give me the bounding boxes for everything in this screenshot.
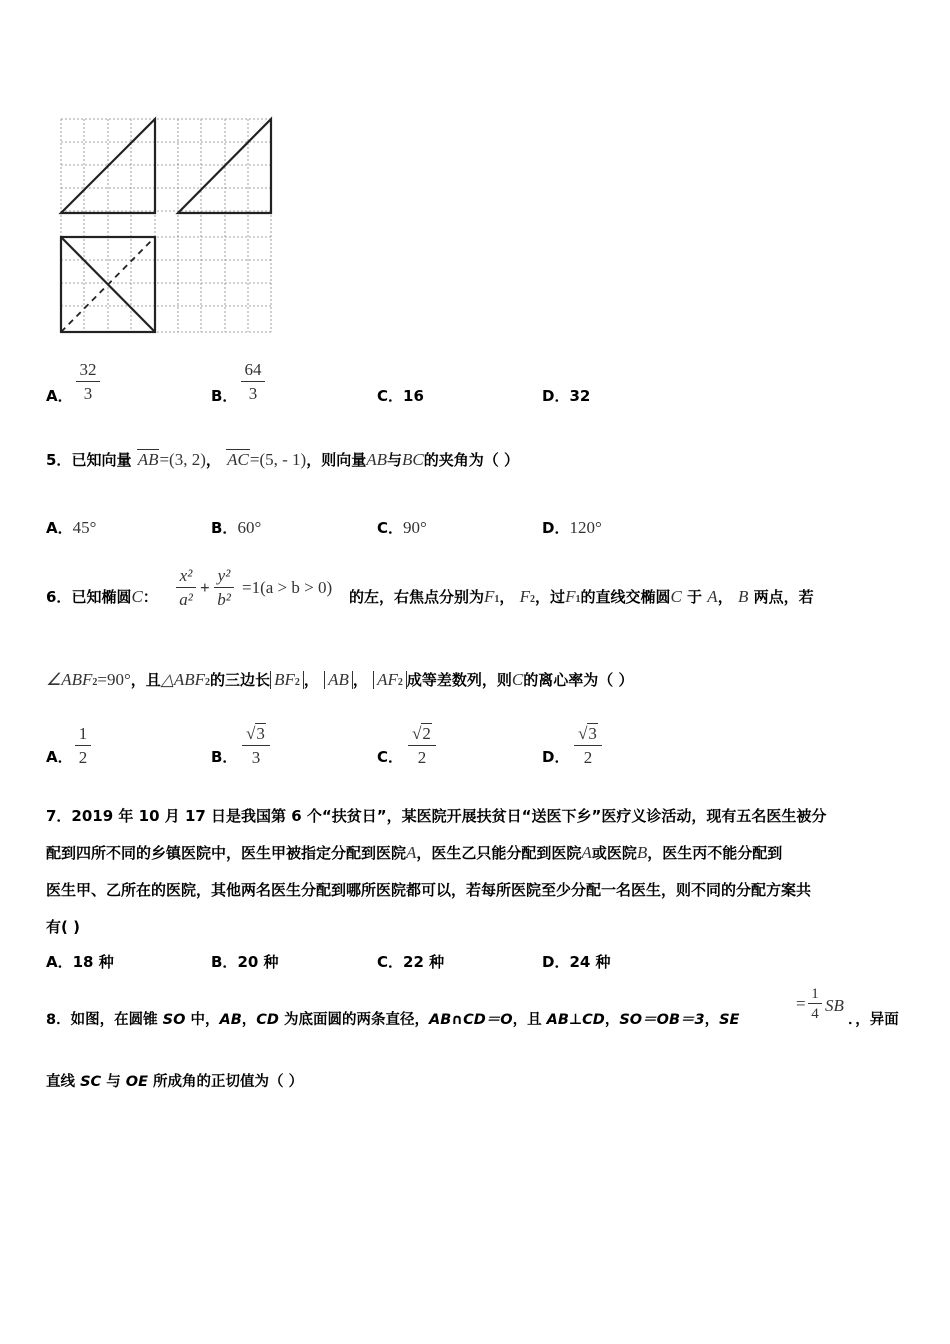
three-view-diagram [58, 116, 278, 338]
q6-option-c-label: C． [377, 748, 404, 766]
equals-sign: = [796, 994, 806, 1013]
q6-text-4: 的直线交椭圆 [580, 588, 671, 606]
q6-option-c-fraction [408, 724, 436, 768]
vector-ab-value: =(3, 2) [159, 450, 206, 469]
q5-option-d-label: D． [542, 519, 570, 537]
line-sc: SC [80, 1074, 102, 1090]
question-6-line-2 [46, 670, 634, 693]
q7-line2-part-d: ，医生丙不能分配到 [647, 844, 783, 862]
q5-option-d[interactable] [542, 505, 602, 538]
fraction-numerator: 1 [811, 986, 819, 1002]
question-6-line-1 [46, 587, 158, 607]
q5-text-2: ，则向量 [306, 451, 367, 469]
ellipse-c-ref-2: C [511, 670, 524, 689]
line-oe: OE [125, 1074, 148, 1090]
q7-option-d-label: D． [542, 953, 570, 971]
question-6-line-1-rest [242, 578, 332, 598]
q4-option-d-value: 32 [569, 387, 591, 405]
q7-option-c-label: C． [377, 953, 404, 971]
q6-sep-3: ， [303, 671, 319, 689]
ellipse-c: C [131, 587, 143, 606]
q6-text-2: 的左，右焦点分别为 [349, 588, 485, 606]
focus-f2: F [519, 587, 531, 606]
sqrt-sign: √ [578, 724, 588, 743]
ellipse-y-term [214, 566, 234, 610]
q7-line2-part-b: ，医生乙只能分配到医院 [416, 844, 582, 862]
fraction-numerator: 3 [588, 724, 597, 743]
q6-sep-4: ， [352, 671, 368, 689]
vector-ac-value: =(5, - 1) [249, 450, 307, 469]
q8-text-b: 中， [185, 1012, 220, 1028]
q6-text-9: 成等差数列，则 [406, 671, 512, 689]
fraction-numerator: 32 [79, 360, 97, 379]
question-7-line-2 [46, 843, 782, 863]
side-view-triangle [178, 119, 271, 213]
q8-comma-3: ， [704, 1012, 720, 1028]
fraction-denominator: 2 [417, 748, 427, 767]
b-squared: b² [217, 590, 231, 609]
q5-option-d-value: 120° [569, 518, 602, 537]
q7-option-b[interactable] [211, 951, 279, 972]
hospital-b: B [636, 843, 648, 862]
q7-option-a-label: A． [46, 953, 73, 971]
focus-f2-sub: 2 [530, 594, 536, 605]
fraction-numerator: 2 [422, 724, 431, 743]
fraction-denominator: 3 [83, 384, 93, 403]
question-8-line-2 [46, 1072, 303, 1092]
q6-option-a[interactable] [46, 746, 73, 767]
length-af2-sub: 2 [397, 677, 403, 688]
q6-text-7: ，且 [130, 671, 161, 689]
q6-sep-2: ， [717, 588, 733, 606]
question-5 [46, 450, 519, 470]
q6-option-b-fraction [242, 724, 270, 768]
q5-option-b[interactable] [211, 505, 261, 538]
q6-option-d[interactable] [542, 746, 569, 767]
q7-line2-part-a: 配到四所不同的乡镇医院中，医生甲被指定分配到医院 [46, 844, 407, 862]
diameter-cd: CD [256, 1012, 279, 1028]
vector-ac: AC [227, 450, 249, 469]
point-b: B [737, 587, 749, 606]
question-7-line-1: 7．2019 年 10 月 17 日是我国第 6 个“扶贫日”，某医院开展扶贫日“送医下乡”医疗义诊活动，现有五名医生被分 [46, 807, 827, 825]
q7-option-b-value: 20 种 [237, 953, 279, 971]
q6-text-1: 已知椭圆 [71, 588, 132, 606]
q5-number: 5． [46, 451, 72, 469]
y-squared: y² [217, 566, 231, 585]
vector-ab-ref: AB [366, 450, 387, 469]
focus-f1-ref-sub: 1 [575, 594, 581, 605]
segment-sb: SB [825, 996, 844, 1015]
q5-option-c-value: 90° [403, 518, 427, 537]
q8-text-a: 8．如图，在圆锥 [46, 1012, 163, 1028]
q4-option-c[interactable] [377, 385, 424, 406]
segment-se: SE [719, 1012, 740, 1028]
diameter-ab: AB [219, 1012, 242, 1028]
fraction-numerator: 3 [256, 724, 265, 743]
q4-option-d-label: D． [542, 387, 570, 405]
question-8-line-1-tail: ．，异面 [848, 1012, 899, 1028]
ellipse-equation-rhs: =1(a > b > 0) [242, 578, 333, 597]
point-a: A [707, 587, 718, 606]
length-ab: AB [328, 670, 349, 689]
q6-text-10: 的离心率为（ ） [523, 671, 634, 689]
angle-abf2-sub: 2 [92, 677, 98, 688]
q6-option-d-fraction [574, 724, 602, 768]
front-view-triangle [61, 119, 155, 213]
sqrt-sign: √ [246, 724, 256, 743]
angle-value: =90° [97, 670, 131, 689]
question-6-line-1-tail [349, 587, 814, 610]
q5-option-a[interactable] [46, 505, 96, 538]
q7-option-c-value: 22 种 [403, 953, 445, 971]
fraction-denominator: 3 [251, 748, 261, 767]
q6-option-a-label: A． [46, 748, 73, 766]
q6-option-d-label: D． [542, 748, 570, 766]
q8-line2-a: 直线 [46, 1074, 81, 1090]
q4-option-a-label: A． [46, 387, 73, 405]
fraction-numerator: 64 [244, 360, 262, 379]
q4-option-c-label: C． [377, 387, 404, 405]
ellipse-x-term [176, 566, 196, 610]
q5-option-a-value: 45° [72, 518, 97, 537]
x-squared: x² [179, 566, 193, 585]
q5-option-c-label: C． [377, 519, 404, 537]
q8-comma-1: ， [241, 1012, 257, 1028]
ellipse-c-ref: C [670, 587, 682, 606]
q5-option-c[interactable] [377, 505, 427, 538]
fraction-denominator: 2 [78, 748, 88, 767]
q7-option-c[interactable] [377, 951, 444, 972]
q8-text-c: 为底面圆的两条直径， [278, 1012, 430, 1028]
focus-f1-ref: F [565, 587, 576, 606]
triangle-abf2-sub: 2 [205, 677, 211, 688]
angle-abf2: ∠ABF [46, 670, 93, 689]
q4-option-c-value: 16 [403, 387, 424, 405]
question-7-line-4: 有( ) [46, 918, 80, 936]
q6-option-b[interactable] [211, 746, 237, 767]
q7-option-d-value: 24 种 [569, 953, 611, 971]
a-squared: a² [179, 590, 193, 609]
q5-text-1: 已知向量 [71, 451, 132, 469]
sqrt-sign: √ [412, 724, 422, 743]
q4-option-b-fraction [241, 360, 265, 404]
intersection-condition: AB∩CD＝O [429, 1012, 513, 1028]
q8-line2-c: 所成角的正切值为（ ） [148, 1074, 304, 1090]
focus-f1-sub: 1 [494, 594, 500, 605]
q7-option-d[interactable] [542, 951, 611, 972]
q6-text-5: 于 [687, 588, 703, 606]
hospital-a: A [406, 843, 417, 862]
q4-option-a[interactable] [46, 385, 73, 406]
q8-line2-b: 与 [101, 1074, 126, 1090]
q7-line2-part-c: 或医院 [591, 844, 637, 862]
q4-option-b-label: B． [211, 387, 238, 405]
q6-colon: ： [142, 588, 158, 606]
question-7-line-3: 医生甲、乙所在的医院，其他两名医生分配到哪所医院都可以，若每所医院至少分配一名医生，则不同的分配方案共 [46, 881, 812, 899]
q6-option-c[interactable] [377, 746, 403, 767]
triangle-abf2: △ABF [160, 670, 206, 689]
fraction-numerator: 1 [78, 724, 88, 743]
q5-option-b-label: B． [211, 519, 238, 537]
cone-so: SO [162, 1012, 186, 1028]
q8-text-d: ，且 [512, 1012, 547, 1028]
hospital-a-ref: A [581, 843, 592, 862]
plus-sign: + [200, 578, 210, 597]
q5-comma: ， [205, 451, 221, 469]
q6-option-a-fraction [75, 724, 91, 768]
vector-ab: AB [137, 450, 159, 469]
q4-option-a-fraction [76, 360, 100, 404]
length-condition: SO＝OB＝3 [619, 1012, 705, 1028]
q6-text-3: ，过 [535, 588, 566, 606]
q4-option-b[interactable] [211, 385, 237, 406]
q8-fraction [808, 986, 822, 1022]
q4-option-d[interactable] [542, 385, 590, 406]
q8-comma-2: ， [604, 1012, 620, 1028]
fraction-denominator: 3 [248, 384, 258, 403]
q6-option-b-label: B． [211, 748, 238, 766]
q5-option-a-label: A． [46, 519, 73, 537]
q7-option-b-label: B． [211, 953, 238, 971]
q7-option-a[interactable] [46, 951, 114, 972]
perpendicular-condition: AB⊥CD [546, 1012, 605, 1028]
fraction-denominator: 4 [811, 1006, 819, 1022]
vector-bc: BC [402, 450, 424, 469]
question-8-line-1 [46, 1010, 739, 1030]
q5-text-3: 与 [387, 451, 403, 469]
length-bf2-sub: 2 [294, 677, 300, 688]
focus-f1: F [484, 587, 495, 606]
q5-option-b-value: 60° [237, 518, 262, 537]
q6-number: 6． [46, 588, 72, 606]
q5-text-4: 的夹角为（ ） [423, 451, 519, 469]
q6-sep-1: ， [499, 588, 515, 606]
q6-text-6: 两点，若 [753, 588, 814, 606]
length-af2: AF [377, 670, 398, 689]
q7-option-a-value: 18 种 [72, 953, 114, 971]
fraction-denominator: 2 [583, 748, 593, 767]
q6-text-8: 的三边长 [210, 671, 271, 689]
length-bf2: BF [274, 670, 295, 689]
